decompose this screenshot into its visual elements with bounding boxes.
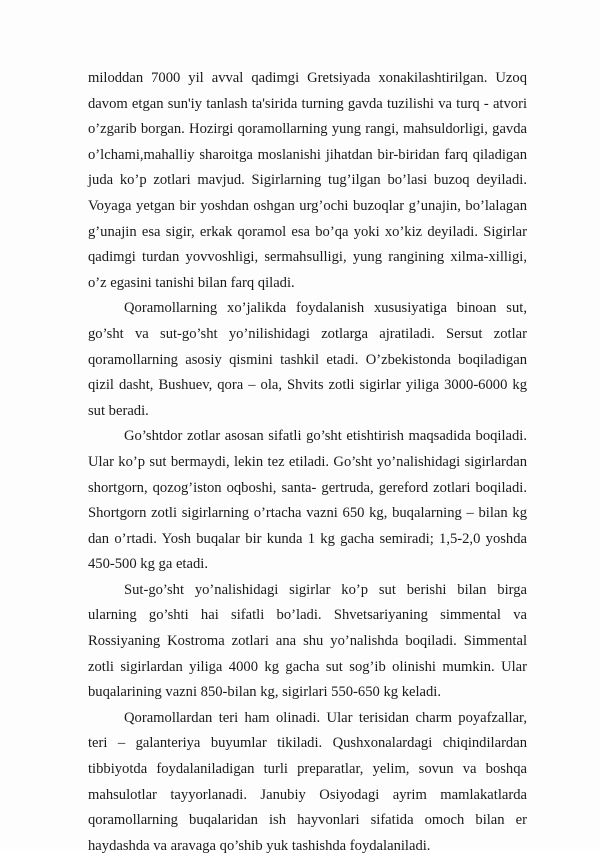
body-text	[88, 66, 527, 859]
paragraph: Qoramollarning xo’jalikda foydalanish xususiyatiga binoan sut, go’sht va sut-go’sht yo’nilishidagi zotlarga ajratiladi. Sersut zotlar qoramollarning asosiy qismini tashkil etadi. O’zbekistonda boqiladigan qizil dasht, Bushuev, qora – ola, Shvits zotli sigirlar yiliga 3000-6000 kg sut beradi.	[88, 300, 527, 419]
paragraph: Go’shtdor zotlar asosan sifatli go’sht etishtirish maqsadida boqiladi. Ular ko’p sut bermaydi, lekin tez etiladi. Go’sht yo’nalishidagi sigirlardan shortgorn, qozog’iston oqboshi, santa- gertruda, gereford zotlari boqiladi. Shortgorn zotli sigirlarning o’rtacha vazni 650 kg, buqalarning – bilan kg dan o’rtadi. Yosh buqalar bir kunda 1 kg gacha semiradi; 1,5-2,0 yoshda 450-500 kg ga etadi.	[88, 428, 527, 573]
paragraph: Qoramollardan teri ham olinadi. Ular terisidan charm poyafzallar, teri – galanteriya buyumlar tikiladi. Qushxonalardagi chiqindilardan tibbiyotda foydalaniladigan turli preparatlar, yelim, sovun va boshqa mahsulotlar tayyorlanadi. Janubiy Osiyodagi ayrim mamlakatlarda qoramollarning buqalaridan ish hayvonlari sifatida omoch bilan er haydashda va aravaga qo’shib yuk tashishda foydalaniladi.	[88, 709, 527, 854]
paragraph: miloddan 7000 yil avval qadimgi Gretsiyada xonakilashtirilgan. Uzoq davom etgan sun'iy tanlash ta'sirida turning gavda tuzilishi va turq - atvori o’zgarib borgan. Hozirgi qoramollarning yung rangi, mahsuldorligi, gavda o’lchami,mahalliy sharoitga moslanishi jihatdan bir-biridan farq qiladigan juda ko’p zotlari mavjud. Sigirlarning tug’ilgan bo’lasi buzoq deyiladi. Voyaga yetgan bir yoshdan oshgan urg’ochi buzoqlar g’unajin, bo’lalagan g’unajin esa sigir, erkak qoramol esa bo’qa yoki xo’kiz deyiladi. Sigirlar qadimgi turdan yovvoshligi, sermahsulligi, yung rangining xilma-xilligi, o’z egasini tanishi bilan farq qiladi.	[88, 70, 527, 291]
paragraph: Sut-go’sht yo’nalishidagi sigirlar ko’p sut berishi bilan birga ularning go’shti hai sifatli bo’ladi. Shvetsariyaning simmental va Rossiyaning Kostroma zotlari ana shu yo’nalishda boqiladi. Simmental zotli sigirlardan yiliga 4000 kg gacha sut sog’ib olinishi mumkin. Ular buqalarining vazni 850-bilan kg, sigirlari 550-650 kg keladi.	[88, 581, 527, 701]
